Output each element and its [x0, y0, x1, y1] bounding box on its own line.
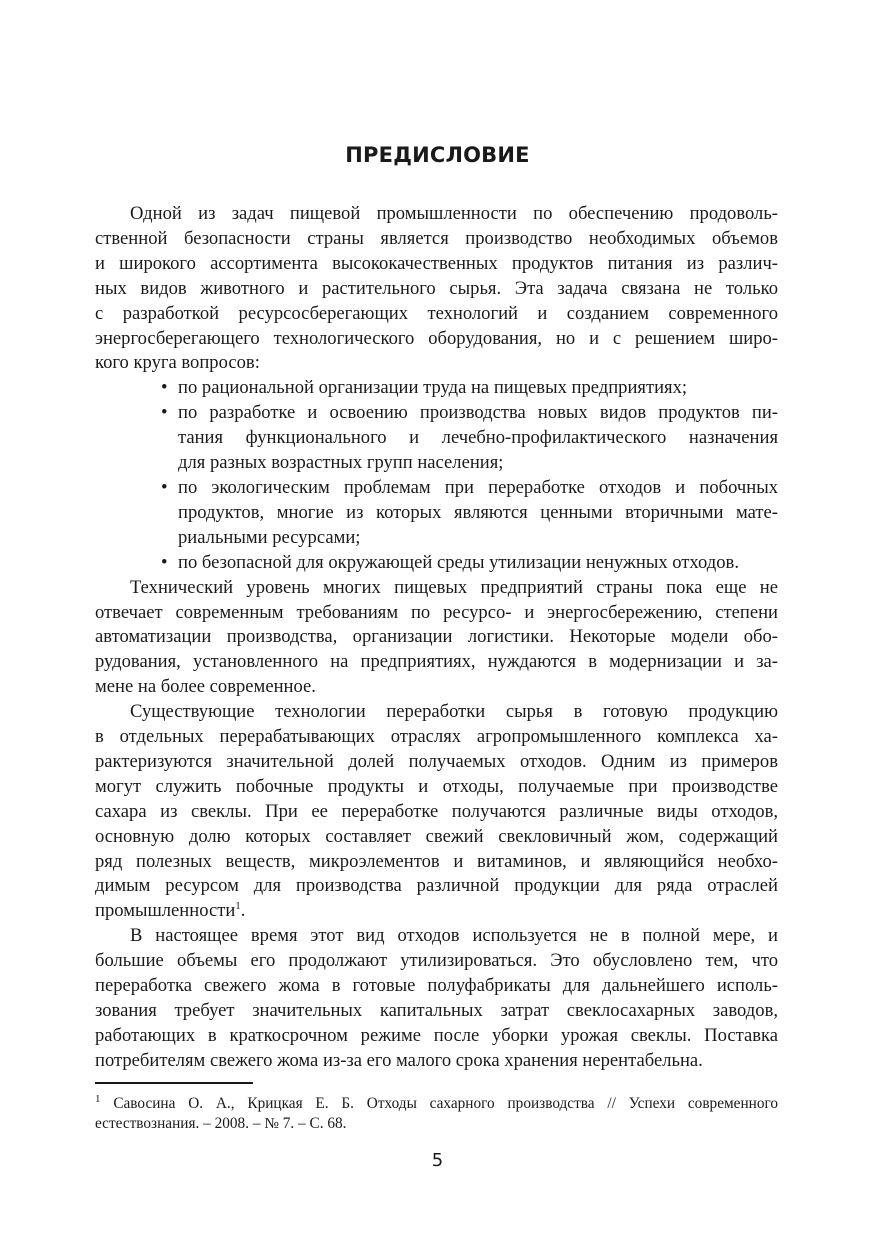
text-line [95, 949, 778, 974]
line-text: потребителям свежего жома из-за его малого срока хранения нерентабельна. [95, 1049, 703, 1071]
text-line [95, 800, 778, 825]
line-text: для разных возрастных групп населения; [178, 452, 504, 474]
line-text: отвечает современным требованиям по ресурсо- и энергосбережению, степени [95, 601, 778, 623]
line-text: димым ресурсом для производства различной продукции для ряда отраслей [95, 875, 778, 897]
line-text: основную долю которых составляет свежий свекловичный жом, содержащий [95, 825, 778, 847]
line-text: промышленности [95, 900, 236, 922]
line-text: переработка свежего жома в готовые полуфабрикаты для дальнейшего исполь- [95, 975, 778, 997]
footnote-divider [95, 1082, 253, 1084]
text-line [95, 327, 778, 352]
bullet-icon: • [161, 551, 168, 573]
text-line [95, 202, 778, 227]
line-text: энергосберегающего технологического оборудования, но и с решением широ- [95, 327, 778, 349]
line-text: и широкого ассортимента высококачественных продуктов питания из различ- [95, 252, 778, 274]
line-text: Одной из задач пищевой промышленности по обеспечению продоволь- [130, 203, 778, 224]
text-line [95, 825, 778, 850]
line-text: могут служить побочные продукты и отходы, получаемые при производстве [95, 775, 778, 797]
text-line [178, 476, 778, 501]
line-text: по безопасной для окружающей среды утилизации ненужных отходов. [178, 551, 739, 573]
bullet-icon: • [161, 377, 168, 399]
bullet-icon: • [161, 476, 168, 498]
footnote-marker: 1 [95, 1092, 101, 1105]
line-end: . [240, 900, 246, 922]
footnote-line [95, 1094, 778, 1114]
line-text: в отдельных перерабатывающих отраслях агропромышленного комплекса ха- [95, 726, 778, 748]
line-text: рудования, установленного на предприятиях, нуждаются в модернизации и за- [95, 651, 778, 673]
text-line [95, 924, 778, 949]
line-text: рактеризуются значительной долей получаемых отходов. Одним из примеров [95, 750, 778, 772]
line-text: Технический уровень многих пищевых предприятий страны пока еще не [130, 576, 778, 598]
text-line [95, 874, 778, 899]
line-text: по разработке и освоению производства новых видов продуктов пи- [178, 402, 778, 424]
line-text: кого круга вопросов: [95, 352, 260, 374]
paragraph [95, 202, 778, 376]
line-text: ряд полезных веществ, микроэлементов и витаминов, и являющийся необхо- [95, 850, 778, 872]
text-line [178, 426, 778, 451]
line-text: сахара из свеклы. При ее переработке получаются различные виды отходов, [95, 800, 778, 822]
line-text: с разработкой ресурсосберегающих технологий и созданием современного [95, 302, 778, 324]
page-number: 5 [431, 1150, 444, 1171]
line-text: В настоящее время этот вид отходов используется не в полной мере, и [130, 925, 778, 947]
line-text: работающих в краткосрочном режиме после уборки урожая свеклы. Поставка [95, 1024, 778, 1046]
line-text: риальными ресурсами; [178, 526, 361, 548]
footnote-text: Савосина О. А., Крицкая Е. Б. Отходы сахарного производства // Успехи современного [113, 1095, 779, 1112]
text-line [95, 700, 778, 725]
paragraph [95, 924, 778, 1073]
bullet-item [95, 476, 778, 551]
text-line [178, 526, 778, 551]
line-text: Существующие технологии переработки сырья в готовую продукцию [130, 701, 778, 723]
page-title: ПРЕДИСЛОВИЕ [345, 143, 530, 167]
line-text: по рациональной организации труда на пищевых предприятиях; [178, 377, 688, 399]
text-line [95, 750, 778, 775]
text-line [95, 899, 778, 924]
line-text: зования требует значительных капитальных затрат свеклосахарных заводов, [95, 1000, 778, 1021]
footnote-line: естествознания. – 2008. – № 7. – С. 68. [95, 1115, 347, 1132]
text-line [95, 576, 778, 601]
text-line [95, 227, 778, 252]
text-line [95, 625, 778, 650]
text-line [178, 501, 778, 526]
line-text: большие объемы его продолжают утилизироваться. Это обусловлено тем, что [95, 950, 778, 972]
bullet-item [95, 551, 778, 576]
line-text: ных видов животного и растительного сырья. Эта задача связана не только [95, 277, 778, 299]
text-line [95, 999, 778, 1024]
bullet-icon: • [161, 402, 168, 424]
text-line [95, 302, 778, 327]
text-line [95, 1024, 778, 1049]
text-line [95, 1049, 778, 1074]
line-text: по экологическим проблемам при переработке отходов и побочных [178, 476, 778, 498]
bullet-item [95, 401, 778, 476]
line-text: автоматизации производства, организации логистики. Некоторые модели обо- [95, 626, 778, 648]
text-line [95, 650, 778, 675]
footnote-reference[interactable]: 1 [235, 900, 241, 913]
body-text [95, 202, 778, 1074]
line-text: ственной безопасности страны является производство необходимых объемов [95, 227, 778, 249]
paragraph [95, 576, 778, 701]
text-line [95, 252, 778, 277]
text-line [95, 850, 778, 875]
text-line [95, 675, 778, 700]
text-line [95, 277, 778, 302]
bullet-item [95, 376, 778, 401]
text-line [95, 351, 778, 376]
paragraph [95, 700, 778, 924]
line-text: мене на более современное. [95, 676, 316, 698]
text-line [95, 601, 778, 626]
text-line [95, 775, 778, 800]
footnote [95, 1094, 778, 1134]
text-line [95, 974, 778, 999]
text-line [178, 376, 778, 401]
line-text: продуктов, многие из которых являются ценными вторичными мате- [178, 501, 778, 523]
line-text: тания функционального и лечебно-профилактического назначения [178, 427, 778, 449]
text-line [95, 725, 778, 750]
text-line [178, 451, 778, 476]
text-line [178, 551, 778, 576]
text-line [178, 401, 778, 426]
